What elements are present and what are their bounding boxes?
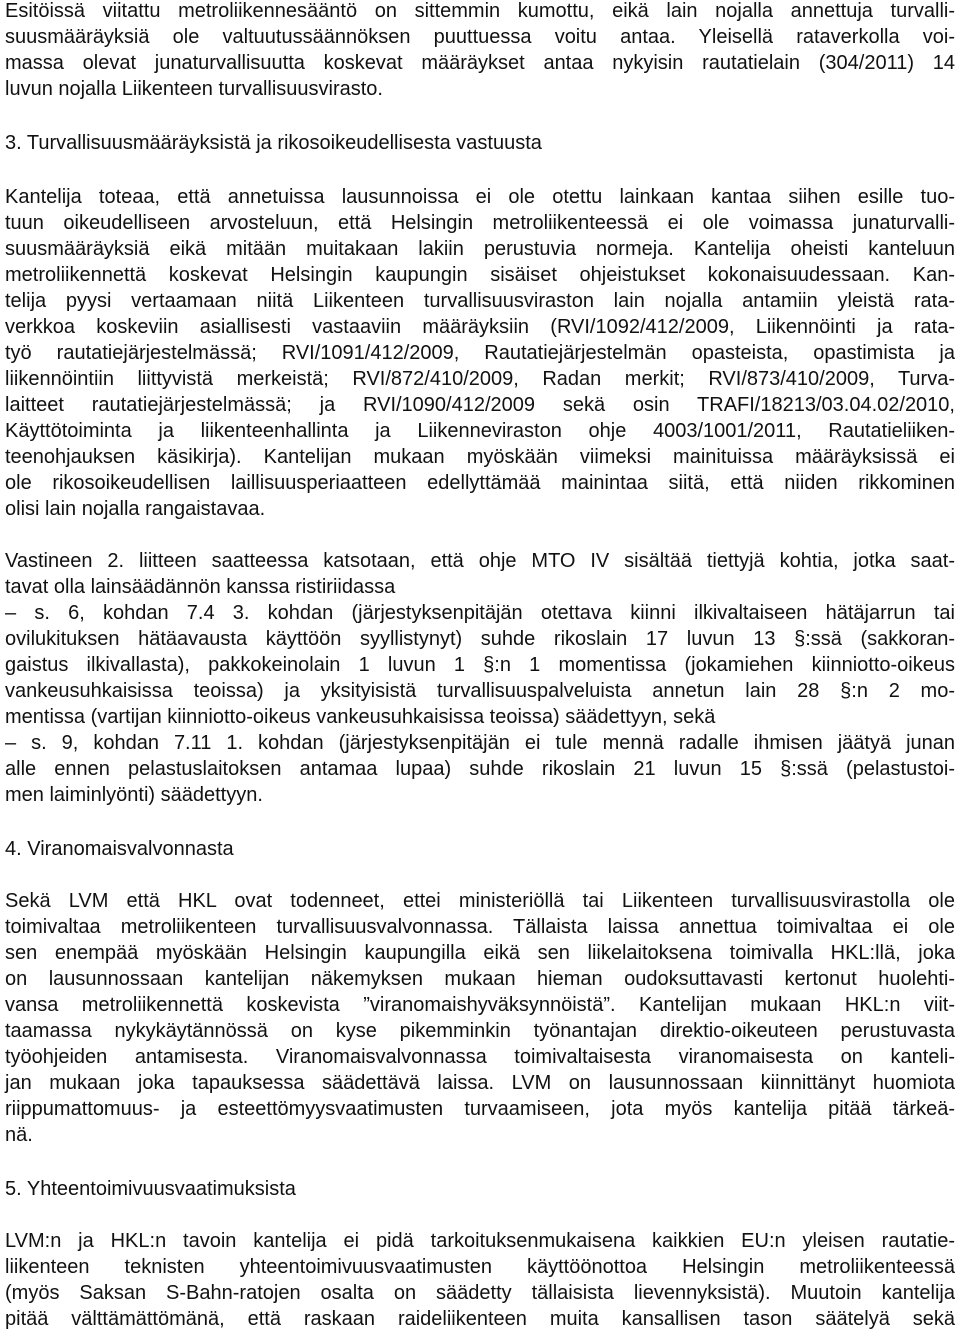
text-line: luvun nojalla Liikenteen turvallisuusvirasto. [5, 78, 383, 100]
text-line: massa olevat junaturvallisuutta koskevat määräykset antaa nykyisin rautatielain (304/2011) 14 [5, 52, 955, 74]
text-line: ovilukituksen hätäavausta käyttöön syyllistynyt) suhde rikoslain 17 luvun 13 §:ssä (sakkoran- [5, 628, 955, 650]
text-line: laitteet rautatiejärjestelmässä; ja RVI/1090/412/2009 sekä osin TRAFI/18213/03.04.02/2010, [5, 394, 955, 416]
text-line: gaistus ilkivallasta), pakkokeinolain 1 luvun 1 §:n 1 momentissa (jokamiehen kiinniotto-oikeus [5, 654, 955, 676]
text-line: men laiminlyönti) säädettyyn. [5, 784, 263, 806]
text-line: telija pyysi vertaamaan niitä Liikenteen turvallisuusviraston lain nojalla antamiin yleistä rata- [5, 290, 955, 312]
text-line: suusmääräyksiä ole valtuutussäännöksen puuttuessa voitu antaa. Yleisellä rataverkolla voi- [5, 26, 955, 48]
text-line: työohjeiden antamisesta. Viranomaisvalvonnassa toimivaltaisesta viranomaisesta on kanteli- [5, 1046, 955, 1068]
text-line: liikennöintiin liittyvistä merkeistä; RVI/872/410/2009, Radan merkit; RVI/873/410/2009, Turva- [5, 368, 955, 390]
text-line: nä. [5, 1124, 33, 1146]
text-line: jan mukaan joka tapauksessa säädettävä laissa. LVM on lausunnossaan kiinnittänyt huomiota [5, 1072, 955, 1094]
text-line: vansa metroliikennettä koskevista ”viranomaishyväksynnöistä”. Kantelijan mukaan HKL:n viit- [5, 994, 955, 1016]
text-line: ole rikosoikeudellisen laillisuusperiaatteen edellyttämää mainintaa siitä, että niiden rikkominen [5, 472, 955, 494]
text-line: sen enempää myöskään Helsingin kaupungilla eikä sen liikelaitoksena toimivalla HKL:llä, joka [5, 942, 955, 964]
document-page [5, 0, 955, 1336]
text-line: toimivaltaa metroliikenteen turvallisuusvalvonnassa. Tällaista laissa annettua toimivaltaa ei ole [5, 916, 955, 938]
text-line: Käyttötoiminta ja liikenteenhallinta ja Liikenneviraston ohje 4003/1001/2011, Rautatieliiken- [5, 420, 955, 442]
text-line: Sekä LVM että HKL ovat todenneet, ettei ministeriöllä tai Liikenteen turvallisuusvirastolla ole [5, 890, 955, 912]
list-item-line: – s. 9, kohdan 7.11 1. kohdan (järjestyksenpitäjän ei tule mennä radalle ihmisen jäätyä junan [5, 732, 955, 754]
section-heading-3: 3. Turvallisuusmääräyksistä ja rikosoikeudellisesta vastuusta [5, 132, 542, 154]
text-line: tuun oikeudelliseen arvosteluun, että Helsingin metroliikenteessä ei ole voimassa junaturvalli- [5, 212, 955, 234]
text-line: työ rautatiejärjestelmässä; RVI/1091/412/2009, Rautatiejärjestelmän opasteista, opastimista ja [5, 342, 955, 364]
text-line: metroliikennettä koskevat Helsingin kaupungin sisäiset ohjeistukset kokonaisuudessaan. Kan- [5, 264, 955, 286]
section-heading-4: 4. Viranomaisvalvonnasta [5, 838, 234, 860]
text-line: teenohjauksen käsikirja). Kantelijan mukaan myöskään viimeksi mainituissa määräyksissä ei [5, 446, 955, 468]
text-line: Vastineen 2. liitteen saatteessa katsotaan, että ohje MTO IV sisältää tiettyjä kohtia, jotka saat- [5, 550, 955, 572]
text-line: verkkoa koskeviin asiallisesti vastaaviin määräyksiin (RVI/1092/412/2009, Liikennöinti ja rata- [5, 316, 955, 338]
text-line: Esitöissä viitattu metroliikennesääntö on sittemmin kumottu, eikä lain nojalla annettuja turvalli- [5, 0, 955, 22]
text-line: on lausunnossaan kantelijan näkemyksen mukaan hieman oudoksuttavasti kertonut huolehti- [5, 968, 955, 990]
text-line: riippumattomuus- ja esteettömyysvaatimusten turvaamiseen, jota myös kantelija pitää tärkeä- [5, 1098, 955, 1120]
text-line: tavat olla lainsäädännön kanssa ristiriidassa [5, 576, 396, 598]
text-line: (myös Saksan S-Bahn-ratojen osalta on säädetty tällaisista lievennyksistä). Muutoin kantelija [5, 1282, 955, 1304]
text-line: pitää välttämättömänä, että raskaan raideliikenteen muita kansallisen tason säätelyä sekä [5, 1308, 955, 1330]
section-heading-5: 5. Yhteentoimivuusvaatimuksista [5, 1178, 296, 1200]
text-line: olisi lain nojalla rangaistavaa. [5, 498, 266, 520]
text-line: alle ennen pelastuslaitoksen antamaa lupaa) suhde rikoslain 21 luvun 15 §:ssä (pelastustoi- [5, 758, 955, 780]
text-line: vankeusuhkaisissa teoissa) ja yksityisistä turvallisuuspalveluista annetun lain 28 §:n 2 mo- [5, 680, 955, 702]
text-line: suusmääräyksiä eikä mitään muitakaan lakiin perustuvia normeja. Kantelija oheisti kanteluun [5, 238, 955, 260]
list-item-line: – s. 6, kohdan 7.4 3. kohdan (järjestyksenpitäjän otettava kiinni ilkivaltaiseen hätäjarrun tai [5, 602, 955, 624]
text-line: mentissa (vartijan kiinniotto-oikeus vankeusuhkaisissa teoissa) säädettyyn, sekä [5, 706, 716, 728]
text-line: Kantelija toteaa, että annetuissa lausunnoissa ei ole otettu lainkaan kantaa siihen esille tuo- [5, 186, 955, 208]
text-line: taamassa nykykäytännössä on kyse pikemminkin työnantajan direktio-oikeuteen perustuvasta [5, 1020, 955, 1042]
text-line: LVM:n ja HKL:n tavoin kantelija ei pidä tarkoituksenmukaisena kaikkien EU:n yleisen rautatie- [5, 1230, 955, 1252]
text-line: liikenteen teknisten yhteentoimivuusvaatimusten käyttöönottoa Helsingin metroliikenteessä [5, 1256, 955, 1278]
